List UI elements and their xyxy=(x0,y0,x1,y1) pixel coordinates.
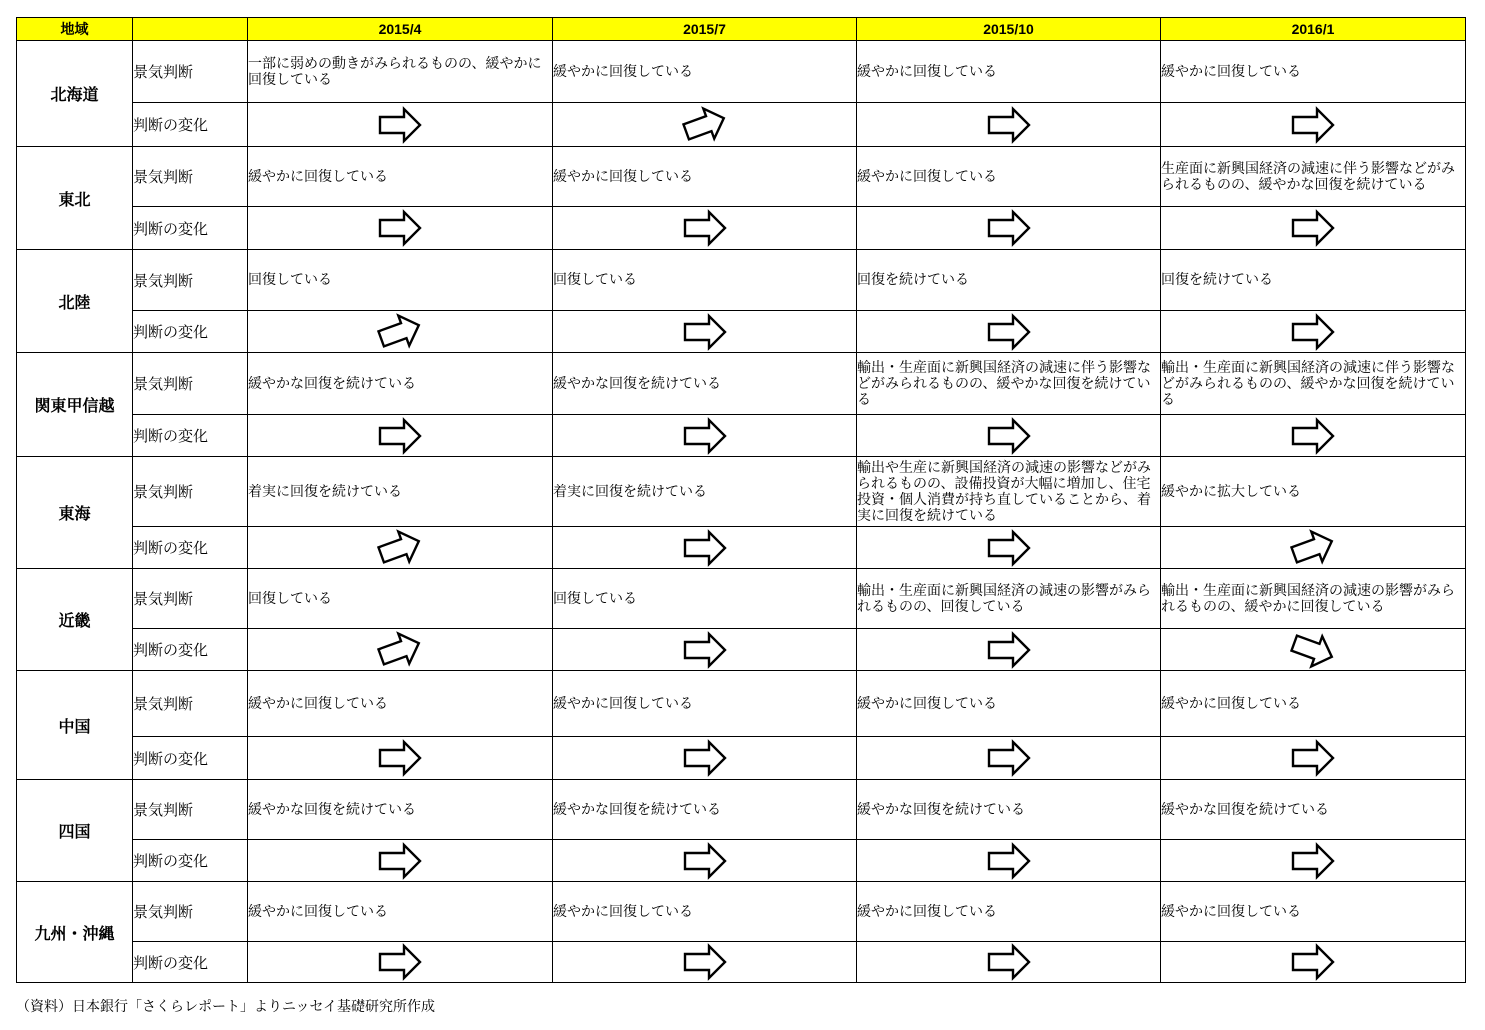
header-period: 2015/10 xyxy=(857,18,1161,41)
judgment-label: 景気判断 xyxy=(133,250,248,311)
right-arrow-icon xyxy=(370,738,430,778)
right-arrow-icon xyxy=(370,208,430,248)
region-change-row xyxy=(17,840,1466,882)
change-cell xyxy=(553,527,857,569)
judgment-text: 回復している xyxy=(248,569,553,629)
header-region: 地域 xyxy=(17,18,133,41)
change-cell xyxy=(1161,103,1466,147)
right-arrow-icon xyxy=(979,738,1039,778)
change-cell xyxy=(857,527,1161,569)
change-cell xyxy=(553,942,857,983)
change-cell xyxy=(248,311,553,353)
up-right-arrow-icon xyxy=(370,630,430,670)
region-judgment-row xyxy=(17,780,1466,840)
region-judgment-row xyxy=(17,457,1466,527)
change-cell xyxy=(553,103,857,147)
change-cell xyxy=(1161,942,1466,983)
judgment-text: 緩やかに回復している xyxy=(248,147,553,207)
change-label: 判断の変化 xyxy=(133,527,248,569)
change-cell xyxy=(857,737,1161,780)
change-cell xyxy=(857,942,1161,983)
judgment-text: 緩やかに回復している xyxy=(1161,671,1466,737)
right-arrow-icon xyxy=(979,630,1039,670)
right-arrow-icon xyxy=(675,738,735,778)
right-arrow-icon xyxy=(675,528,735,568)
change-cell xyxy=(553,629,857,671)
right-arrow-icon xyxy=(979,208,1039,248)
header-blank xyxy=(133,18,248,41)
up-right-arrow-icon xyxy=(370,528,430,568)
judgment-text: 緩やかに回復している xyxy=(248,671,553,737)
region-name: 近畿 xyxy=(17,569,133,671)
region-change-row xyxy=(17,737,1466,780)
judgment-text: 緩やかに回復している xyxy=(553,882,857,942)
change-cell xyxy=(248,737,553,780)
right-arrow-icon xyxy=(1283,738,1343,778)
judgment-text: 緩やかに回復している xyxy=(553,41,857,103)
right-arrow-icon xyxy=(675,630,735,670)
change-cell xyxy=(857,311,1161,353)
judgment-text: 緩やかに拡大している xyxy=(1161,457,1466,527)
change-cell xyxy=(1161,840,1466,882)
right-arrow-icon xyxy=(675,208,735,248)
judgment-label: 景気判断 xyxy=(133,671,248,737)
change-cell xyxy=(553,311,857,353)
judgment-label: 景気判断 xyxy=(133,882,248,942)
right-arrow-icon xyxy=(1283,841,1343,881)
right-arrow-icon xyxy=(979,105,1039,145)
judgment-label: 景気判断 xyxy=(133,569,248,629)
change-cell xyxy=(857,629,1161,671)
judgment-text: 緩やかに回復している xyxy=(1161,41,1466,103)
judgment-label: 景気判断 xyxy=(133,41,248,103)
region-name: 四国 xyxy=(17,780,133,882)
up-right-arrow-icon xyxy=(675,105,735,145)
change-label: 判断の変化 xyxy=(133,840,248,882)
judgment-text: 緩やかに回復している xyxy=(1161,882,1466,942)
judgment-label: 景気判断 xyxy=(133,780,248,840)
change-cell xyxy=(857,415,1161,457)
change-cell xyxy=(248,629,553,671)
region-change-row xyxy=(17,207,1466,250)
change-label: 判断の変化 xyxy=(133,103,248,147)
judgment-text: 輸出や生産に新興国経済の減速の影響などがみられるものの、設備投資が大幅に増加し、住宅投資・個人消費が持ち直していることから、着実に回復を続けている xyxy=(857,457,1161,527)
judgment-text: 輸出・生産面に新興国経済の減速の影響がみられるものの、緩やかに回復している xyxy=(1161,569,1466,629)
region-change-row xyxy=(17,527,1466,569)
change-cell xyxy=(1161,629,1466,671)
judgment-text: 回復を続けている xyxy=(1161,250,1466,311)
change-cell xyxy=(1161,207,1466,250)
change-cell xyxy=(553,415,857,457)
judgment-text: 生産面に新興国経済の減速に伴う影響などがみられるものの、緩やかな回復を続けている xyxy=(1161,147,1466,207)
change-label: 判断の変化 xyxy=(133,311,248,353)
judgment-text: 緩やかに回復している xyxy=(857,41,1161,103)
judgment-text: 回復を続けている xyxy=(857,250,1161,311)
right-arrow-icon xyxy=(979,841,1039,881)
judgment-text: 緩やかな回復を続けている xyxy=(553,353,857,415)
right-arrow-icon xyxy=(370,841,430,881)
header-period: 2016/1 xyxy=(1161,18,1466,41)
region-change-row xyxy=(17,629,1466,671)
region-change-row xyxy=(17,103,1466,147)
judgment-text: 緩やかな回復を続けている xyxy=(1161,780,1466,840)
judgment-text: 緩やかに回復している xyxy=(553,147,857,207)
right-arrow-icon xyxy=(979,942,1039,982)
judgment-text: 緩やかな回復を続けている xyxy=(857,780,1161,840)
right-arrow-icon xyxy=(1283,105,1343,145)
region-name: 九州・沖縄 xyxy=(17,882,133,983)
judgment-text: 一部に弱めの動きがみられるものの、緩やかに回復している xyxy=(248,41,553,103)
change-cell xyxy=(248,942,553,983)
region-name: 北陸 xyxy=(17,250,133,353)
region-judgment-row xyxy=(17,147,1466,207)
right-arrow-icon xyxy=(1283,942,1343,982)
judgment-text: 緩やかな回復を続けている xyxy=(553,780,857,840)
region-judgment-row xyxy=(17,353,1466,415)
region-judgment-row xyxy=(17,671,1466,737)
change-cell xyxy=(1161,311,1466,353)
judgment-text: 緩やかに回復している xyxy=(553,671,857,737)
change-cell xyxy=(248,207,553,250)
up-right-arrow-icon xyxy=(370,312,430,352)
judgment-text: 緩やかな回復を続けている xyxy=(248,780,553,840)
right-arrow-icon xyxy=(1283,208,1343,248)
up-right-arrow-icon xyxy=(1283,528,1343,568)
region-change-row xyxy=(17,942,1466,983)
judgment-text: 緩やかに回復している xyxy=(857,147,1161,207)
regional-economy-table xyxy=(16,17,1466,983)
change-cell xyxy=(1161,737,1466,780)
judgment-text: 着実に回復を続けている xyxy=(553,457,857,527)
judgment-text: 着実に回復を続けている xyxy=(248,457,553,527)
change-cell xyxy=(248,840,553,882)
region-name: 東北 xyxy=(17,147,133,250)
change-label: 判断の変化 xyxy=(133,207,248,250)
source-note: （資料）日本銀行「さくらレポート」よりニッセイ基礎研究所作成 xyxy=(16,999,436,1015)
judgment-text: 輸出・生産面に新興国経済の減速に伴う影響などがみられるものの、緩やかな回復を続けている xyxy=(857,353,1161,415)
right-arrow-icon xyxy=(979,312,1039,352)
judgment-text: 緩やかに回復している xyxy=(248,882,553,942)
region-judgment-row xyxy=(17,882,1466,942)
region-change-row xyxy=(17,311,1466,353)
region-judgment-row xyxy=(17,569,1466,629)
judgment-text: 輸出・生産面に新興国経済の減速に伴う影響などがみられるものの、緩やかな回復を続けている xyxy=(1161,353,1466,415)
change-label: 判断の変化 xyxy=(133,942,248,983)
region-name: 東海 xyxy=(17,457,133,569)
region-judgment-row xyxy=(17,250,1466,311)
header-period: 2015/4 xyxy=(248,18,553,41)
region-judgment-row xyxy=(17,41,1466,103)
change-label: 判断の変化 xyxy=(133,737,248,780)
change-cell xyxy=(248,415,553,457)
right-arrow-icon xyxy=(370,942,430,982)
judgment-text: 回復している xyxy=(553,250,857,311)
region-name: 中国 xyxy=(17,671,133,780)
right-arrow-icon xyxy=(675,841,735,881)
right-arrow-icon xyxy=(675,942,735,982)
region-name: 関東甲信越 xyxy=(17,353,133,457)
change-cell xyxy=(857,840,1161,882)
change-cell xyxy=(553,737,857,780)
change-cell xyxy=(857,207,1161,250)
judgment-label: 景気判断 xyxy=(133,457,248,527)
judgment-text: 回復している xyxy=(248,250,553,311)
change-label: 判断の変化 xyxy=(133,415,248,457)
change-cell xyxy=(248,527,553,569)
region-name: 北海道 xyxy=(17,41,133,147)
right-arrow-icon xyxy=(979,528,1039,568)
region-change-row xyxy=(17,415,1466,457)
change-label: 判断の変化 xyxy=(133,629,248,671)
right-arrow-icon xyxy=(979,416,1039,456)
right-arrow-icon xyxy=(370,416,430,456)
change-cell xyxy=(248,103,553,147)
change-cell xyxy=(553,840,857,882)
judgment-text: 緩やかに回復している xyxy=(857,882,1161,942)
judgment-text: 回復している xyxy=(553,569,857,629)
header-period: 2015/7 xyxy=(553,18,857,41)
change-cell xyxy=(857,103,1161,147)
down-right-arrow-icon xyxy=(1283,630,1343,670)
right-arrow-icon xyxy=(1283,312,1343,352)
judgment-text: 緩やかな回復を続けている xyxy=(248,353,553,415)
right-arrow-icon xyxy=(1283,416,1343,456)
judgment-label: 景気判断 xyxy=(133,353,248,415)
change-cell xyxy=(1161,415,1466,457)
right-arrow-icon xyxy=(675,416,735,456)
right-arrow-icon xyxy=(675,312,735,352)
judgment-text: 輸出・生産面に新興国経済の減速の影響がみられるものの、回復している xyxy=(857,569,1161,629)
right-arrow-icon xyxy=(370,105,430,145)
change-cell xyxy=(553,207,857,250)
header-row xyxy=(17,18,1466,41)
change-cell xyxy=(1161,527,1466,569)
judgment-text: 緩やかに回復している xyxy=(857,671,1161,737)
judgment-label: 景気判断 xyxy=(133,147,248,207)
